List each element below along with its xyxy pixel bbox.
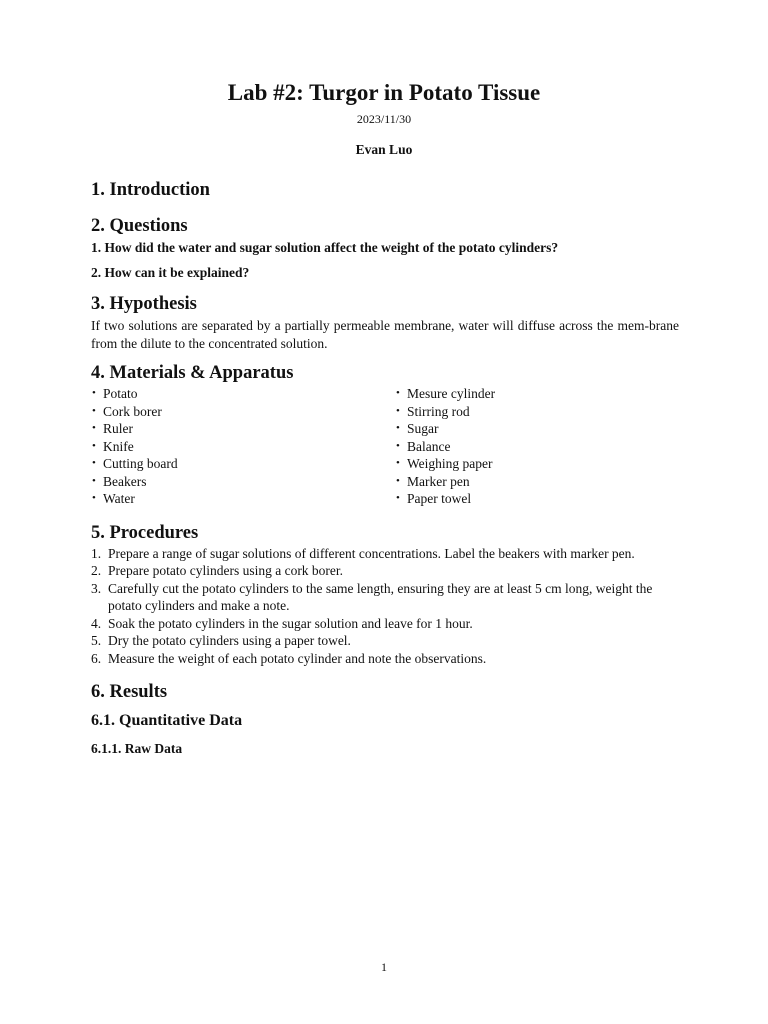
procedure-step-number: 5.	[91, 633, 102, 648]
procedure-step	[91, 580, 679, 615]
procedure-step-text: Dry the potato cylinders using a paper towel.	[108, 633, 351, 648]
material-item: • Stirring rod	[395, 403, 679, 421]
procedure-step-text: Measure the weight of each potato cylinder and note the observations.	[108, 650, 487, 666]
procedure-step-text: Carefully cut the potato cylinders to the same length, ensuring they are at least 5 cm long, weight the potato cylinders and make a note.	[108, 580, 653, 613]
procedure-step	[91, 562, 679, 580]
material-item: • Paper towel	[395, 490, 679, 508]
subsection-heading-quantitative: 6.1. Quantitative Data	[91, 712, 243, 729]
document-title: Lab #2: Turgor in Potato Tissue	[227, 80, 541, 105]
document-author: Evan Luo	[355, 142, 413, 157]
section-heading-materials: 4. Materials & Apparatus	[91, 363, 294, 383]
material-item: • Knife	[91, 438, 395, 456]
section-heading-procedures: 5. Procedures	[91, 522, 199, 543]
material-item: • Cutting board	[91, 455, 395, 473]
section-heading-results: 6. Results	[91, 682, 168, 702]
material-item: • Ruler	[91, 420, 395, 438]
hypothesis-text: If two solutions are separated by a partially permeable membrane, water will diffuse across the mem-brane from the dilute to the concentrated solution.	[91, 318, 679, 351]
procedure-step	[91, 615, 679, 633]
procedure-step	[91, 632, 679, 650]
material-item: • Water	[91, 490, 395, 508]
section-heading-introduction: 1. Introduction	[91, 180, 210, 200]
procedure-step-text: Soak the potato cylinders in the sugar solution and leave for 1 hour.	[108, 615, 473, 631]
question-2: 2. How can it be explained?	[91, 265, 250, 280]
section-heading-questions: 2. Questions	[91, 216, 188, 236]
procedure-step-number: 1.	[91, 545, 102, 561]
procedure-step	[91, 650, 679, 668]
procedure-step-number: 3.	[91, 580, 102, 596]
procedure-step-number: 4.	[91, 615, 102, 631]
document-body	[91, 178, 679, 758]
procedure-step-text: Prepare a range of sugar solutions of different concentrations. Label the beakers with marker pen.	[108, 545, 635, 561]
material-item: • Potato	[91, 385, 395, 403]
material-item: • Marker pen	[395, 473, 679, 491]
subsubsection-heading-raw-data: 6.1.1. Raw Data	[91, 741, 183, 756]
procedure-step-number: 2.	[91, 563, 102, 578]
document-date: 2023/11/30	[356, 112, 412, 126]
material-item: • Balance	[395, 438, 679, 456]
material-item: • Mesure cylinder	[395, 385, 679, 403]
question-1: 1. How did the water and sugar solution affect the weight of the potato cylinders?	[91, 240, 559, 255]
procedure-step	[91, 545, 679, 563]
material-item: • Sugar	[395, 420, 679, 438]
section-heading-hypothesis: 3. Hypothesis	[91, 294, 197, 314]
materials-list	[91, 385, 679, 508]
procedure-step-text: Prepare potato cylinders using a cork borer.	[108, 563, 344, 578]
material-item: • Weighing paper	[395, 455, 679, 473]
procedure-step-number: 6.	[91, 650, 102, 666]
procedures-list	[91, 545, 679, 668]
page-number: 1	[381, 960, 387, 974]
material-item: • Beakers	[91, 473, 395, 491]
material-item: • Cork borer	[91, 403, 395, 421]
